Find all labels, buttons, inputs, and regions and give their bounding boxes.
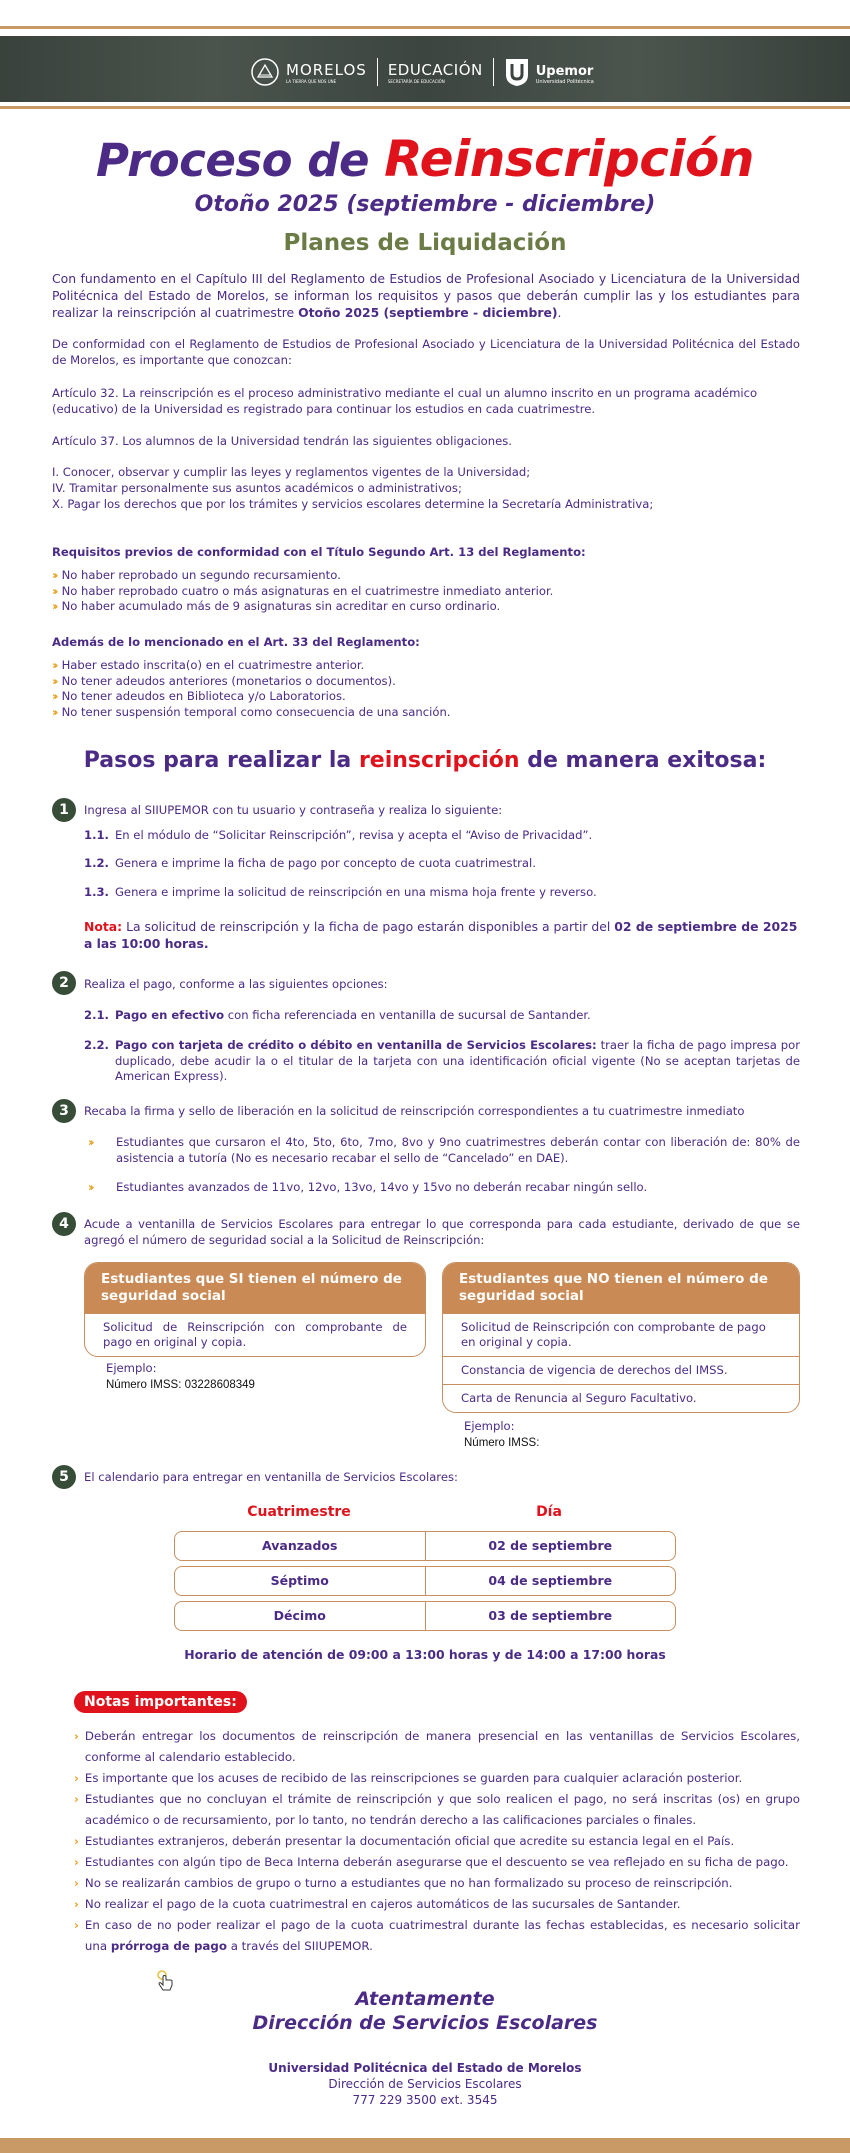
step-2-2	[84, 1038, 800, 1085]
step-4-text: Acude a ventanilla de Servicios Escolares para entregar lo que corresponda para cada estudiante, derivado de que se agregó el número de seguridad social a la Solicitud de Reinscripción:	[84, 1217, 800, 1247]
list-item-text	[85, 1915, 800, 1957]
table-row	[174, 1601, 676, 1631]
chevron-right-icon: ›	[74, 1792, 79, 1806]
step-3-bullet-1	[88, 1135, 800, 1166]
step-5-number: 5	[52, 1465, 76, 1489]
step-3-text: Recaba la firma y sello de liberación en la solicitud de reinscripción correspondientes a tu cuatrimestre inmediato	[84, 1104, 745, 1118]
table-row	[174, 1531, 676, 1561]
calendar-col-dia: Día	[536, 1504, 562, 1520]
step-1-2	[84, 856, 800, 872]
list-item-text: Estudiantes que no concluyan el trámite de reinscripción y que solo realicen el pago, no será inscritas (os) en grupo académico o de recursamiento, por lo tanto, no tendrán derecho a las calificaciones parciales o finales.	[84, 1792, 800, 1827]
step-4-number: 4	[52, 1212, 76, 1236]
double-chevron-icon: ››	[52, 704, 56, 719]
list-item-text: Estudiantes con algún tipo de Beca Interna deberán asegurarse que el descuento se vea reflejado en su ficha de pago.	[84, 1855, 789, 1869]
header-logos	[250, 52, 594, 92]
notes-list	[74, 1726, 800, 1957]
morelos-wordmark: MORELOS	[286, 61, 367, 79]
double-chevron-icon: ››	[52, 599, 56, 613]
chevron-right-icon: ›	[74, 1855, 79, 1869]
articulo-37: Artículo 37. Los alumnos de la Universidad tendrán las siguientes obligaciones.	[52, 434, 512, 448]
calendar-cell: 03 de septiembre	[425, 1602, 676, 1630]
header-top-line	[0, 26, 850, 29]
note-text: En caso de no poder realizar el pago de la cuota cuatrimestral durante las fechas establecidas, es necesario solicitar una	[84, 1918, 800, 1953]
closing-direccion: Dirección de Servicios Escolares	[252, 2012, 598, 2034]
step-1-1	[84, 828, 800, 844]
example-label: Ejemplo:	[106, 1361, 157, 1375]
note-label: Nota:	[84, 919, 123, 934]
upemor-tagline: Universidad Politécnica	[535, 78, 594, 85]
footer-bar	[0, 2138, 850, 2153]
sub-bold: Pago con tarjeta de crédito o débito en ventanilla de Servicios Escolares:	[114, 1038, 597, 1052]
card-row: Solicitud de Reinscripción con comprobante de pago en original y copia.	[443, 1313, 799, 1356]
step-2-1	[84, 1008, 800, 1024]
step-1-3	[84, 885, 800, 901]
calendar-cell: 04 de septiembre	[425, 1567, 676, 1595]
list-item	[52, 674, 800, 690]
list-item-text: No se realizarán cambios de grupo o turno a estudiantes que no han formalizado su proceso de reinscripción.	[84, 1876, 733, 1890]
steps-heading-a: Pasos para realizar la	[83, 748, 359, 773]
card-title: Estudiantes que NO tienen el número de seguridad social	[443, 1263, 799, 1313]
steps-heading	[0, 748, 850, 773]
card-with-nss	[84, 1262, 426, 1357]
list-item	[74, 1726, 800, 1768]
title-part1: Proceso de	[95, 134, 385, 187]
sub-text: Genera e imprime la ficha de pago por concepto de cuota cuatrimestral.	[114, 856, 536, 870]
sub-number: 1.2.	[84, 856, 109, 870]
notes-badge: Notas importantes:	[74, 1691, 247, 1713]
intro-text: Con fundamento en el Capítulo III del Reglamento de Estudios de Profesional Asociado y Licenciatura de la Universidad Politécnica del Estado de Morelos, se informan los requisitos y pasos que deberán cumplir las y los estudiantes para realizar la reinscripción al cuatrimestre	[52, 271, 800, 320]
list-item	[74, 1915, 800, 1957]
card-row: Solicitud de Reinscripción con comprobante de pago en original y copia.	[85, 1313, 425, 1356]
step-2-number: 2	[52, 971, 76, 995]
calendar-cell: Avanzados	[262, 1538, 338, 1553]
obligacion-3: X. Pagar los derechos que por los trámites y servicios escolares determine la Secretaría Administrativa;	[52, 497, 654, 511]
upemor-logo	[504, 57, 594, 87]
double-chevron-icon: ››	[88, 1135, 92, 1149]
card-row: Carta de Renuncia al Seguro Facultativo.	[443, 1384, 799, 1412]
steps-heading-c: de manera exitosa:	[519, 748, 767, 773]
upemor-wordmark: Upemor	[535, 63, 594, 79]
note-date: 02 de septiembre de 2025 a las 10:00 horas.	[84, 919, 798, 951]
bullet-text: Estudiantes avanzados de 11vo, 12vo, 13vo, 14vo y 15vo no deberán recabar ningún sello.	[116, 1180, 648, 1194]
art33-list	[52, 658, 800, 720]
footer-university: Universidad Politécnica del Estado de Morelos	[268, 2061, 582, 2075]
list-item-text: No tener suspensión temporal como consecuencia de una sanción.	[61, 704, 451, 719]
list-item-text: No haber acumulado más de 9 asignaturas sin acreditar en curso ordinario.	[61, 599, 501, 613]
list-item	[52, 689, 800, 705]
list-item	[74, 1831, 800, 1852]
list-item-text: Haber estado inscrita(o) en el cuatrimestre anterior.	[61, 658, 365, 672]
morelos-logo	[250, 57, 367, 87]
header-divider	[493, 58, 494, 86]
list-item	[52, 599, 800, 615]
example-label: Ejemplo:	[464, 1419, 515, 1433]
step-3-bullet-2	[88, 1180, 800, 1196]
steps-heading-b: reinscripción	[358, 748, 520, 773]
list-item-text: Estudiantes extranjeros, deberán presentar la documentación oficial que acredite su estancia legal en el País.	[84, 1834, 735, 1848]
list-item	[74, 1789, 800, 1831]
chevron-right-icon: ›	[74, 1729, 79, 1743]
sub-body	[115, 1038, 800, 1085]
double-chevron-icon: ››	[88, 1180, 92, 1194]
educacion-tagline: SECRETARÍA DE EDUCACIÓN	[387, 79, 445, 84]
list-item	[52, 568, 800, 584]
list-item-text: No tener adeudos anteriores (monetarios o documentos).	[61, 673, 396, 688]
list-item	[52, 705, 800, 721]
header-bottom-line	[0, 106, 850, 109]
title-part2: Reinscripción	[384, 130, 755, 188]
list-item-text: No tener adeudos en Biblioteca y/o Laboratorios.	[61, 689, 346, 703]
list-item-text: No realizar el pago de la cuota cuatrimestral en cajeros automáticos de las sucursales de Santander.	[84, 1897, 681, 1911]
obligacion-2: IV. Tramitar personalmente sus asuntos académicos o administrativos;	[52, 481, 462, 495]
calendar-cell: Séptimo	[270, 1573, 329, 1588]
step-1-number: 1	[52, 798, 76, 822]
list-item	[74, 1852, 800, 1873]
sub-text: Genera e imprime la solicitud de reinscripción en una misma hoja frente y reverso.	[114, 885, 597, 899]
list-item-text: Es importante que los acuses de recibido de las reinscripciones se guarden para cualquier aclaración posterior.	[84, 1771, 743, 1785]
educacion-wordmark: EDUCACIÓN	[387, 61, 483, 79]
sub-number: 1.1.	[84, 828, 109, 842]
calendar-cell: Décimo	[273, 1608, 326, 1623]
step-3-number: 3	[52, 1099, 76, 1123]
step-1-note	[84, 918, 800, 952]
footer-phone: 777 229 3500 ext. 3545	[352, 2093, 498, 2107]
footer-department: Dirección de Servicios Escolares	[328, 2077, 522, 2091]
chevron-right-icon: ›	[74, 1771, 79, 1785]
card-row: Constancia de vigencia de derechos del IMSS.	[443, 1356, 799, 1384]
page-subtitle: Otoño 2025 (septiembre - diciembre)	[194, 192, 656, 217]
requisitos-list	[52, 568, 800, 615]
intro-paragraph	[52, 270, 800, 321]
list-item-text: No haber reprobado cuatro o más asignaturas en el cuatrimestre inmediato anterior.	[61, 583, 554, 598]
sub-text: con ficha referenciada en ventanilla de sucursal de Santander.	[224, 1008, 591, 1022]
reglamento-paragraph: De conformidad con el Reglamento de Estudios de Profesional Asociado y Licenciatura de la Universidad Politécnica del Estado de Morelos, es importante que conozcan:	[52, 337, 800, 367]
double-chevron-icon: ››	[52, 689, 56, 703]
double-chevron-icon: ››	[52, 568, 56, 582]
table-row	[174, 1566, 676, 1596]
list-item	[52, 584, 800, 600]
obligacion-1: I. Conocer, observar y cumplir las leyes y reglamentos vigentes de la Universidad;	[52, 465, 531, 479]
art33-title: Además de lo mencionado en el Art. 33 del Reglamento:	[52, 635, 420, 649]
list-item	[52, 658, 800, 674]
chevron-right-icon: ›	[74, 1918, 79, 1932]
upemor-shield-icon	[504, 57, 530, 87]
example-value: Número IMSS: 03228608349	[106, 1379, 255, 1391]
note-bold: prórroga de pago	[110, 1939, 227, 1953]
card-title: Estudiantes que SI tienen el número de seguridad social	[85, 1263, 425, 1313]
intro-period: Otoño 2025 (septiembre - diciembre)	[298, 305, 558, 320]
left-example	[106, 1360, 255, 1394]
calendar-cell: 02 de septiembre	[425, 1532, 676, 1560]
sub-text: traer la ficha de pago impresa por duplicado, debe acudir la o el titular de la tarjeta con una identificación oficial vigente (No se aceptan tarjetas de American Express).	[114, 1038, 800, 1083]
example-value: Número IMSS:	[464, 1437, 540, 1449]
card-without-nss	[442, 1262, 800, 1413]
chevron-right-icon: ›	[74, 1876, 79, 1890]
header-divider	[377, 58, 378, 86]
sub-bold: Pago en efectivo	[114, 1008, 225, 1022]
sub-text: En el módulo de “Solicitar Reinscripción”, revisa y acepta el “Aviso de Privacidad”.	[114, 828, 593, 842]
intro-end: .	[557, 305, 562, 320]
chevron-right-icon: ›	[74, 1834, 79, 1848]
list-item-text: Deberán entregar los documentos de reinscripción de manera presencial en las ventanillas de Servicios Escolares, conforme al calendario establecido.	[84, 1729, 800, 1764]
list-item	[74, 1873, 800, 1894]
articulo-32: Artículo 32. La reinscripción es el proceso administrativo mediante el cual un alumno inscrito en un programa académico (educativo) de la Universidad es registrado para continuar los estudios en cada cuatrimestre.	[52, 386, 758, 416]
note-text-end: a través del SIIUPEMOR.	[226, 1939, 373, 1953]
right-example	[464, 1418, 539, 1452]
note-text: La solicitud de reinscripción y la ficha de pago estarán disponibles a partir del	[122, 919, 615, 934]
step-5-text: El calendario para entregar en ventanilla de Servicios Escolares:	[84, 1470, 458, 1484]
double-chevron-icon: ››	[52, 658, 56, 672]
office-hours: Horario de atención de 09:00 a 13:00 horas y de 14:00 a 17:00 horas	[184, 1647, 666, 1662]
list-item-text: No haber reprobado un segundo recursamiento.	[61, 568, 341, 582]
chevron-right-icon: ›	[74, 1897, 79, 1911]
plans-heading: Planes de Liquidación	[283, 230, 567, 256]
double-chevron-icon: ››	[52, 583, 56, 598]
sub-number: 2.1.	[84, 1008, 109, 1022]
calendar-col-cuatrimestre: Cuatrimestre	[247, 1504, 351, 1520]
double-chevron-icon: ››	[52, 673, 56, 688]
step-2-text: Realiza el pago, conforme a las siguientes opciones:	[84, 977, 388, 991]
sub-number: 1.3.	[84, 885, 109, 899]
bullet-text: Estudiantes que cursaron el 4to, 5to, 6to, 7mo, 8vo y 9no cuatrimestres deberán contar con liberación de: 80% de asistencia a tutoría (No es necesario recabar el sello de “Cancelado” en DAE).	[116, 1135, 800, 1165]
list-item	[74, 1768, 800, 1789]
page-title	[0, 130, 850, 188]
list-item	[74, 1894, 800, 1915]
morelos-seal-icon	[250, 57, 280, 87]
requisitos-title: Requisitos previos de conformidad con el Título Segundo Art. 13 del Reglamento:	[52, 545, 586, 559]
step-1-text: Ingresa al SIIUPEMOR con tu usuario y contraseña y realiza lo siguiente:	[84, 803, 503, 817]
sub-number: 2.2.	[84, 1038, 109, 1052]
closing-atentamente: Atentamente	[355, 1988, 495, 2010]
morelos-tagline: LA TIERRA QUE NOS UNE	[286, 79, 337, 84]
